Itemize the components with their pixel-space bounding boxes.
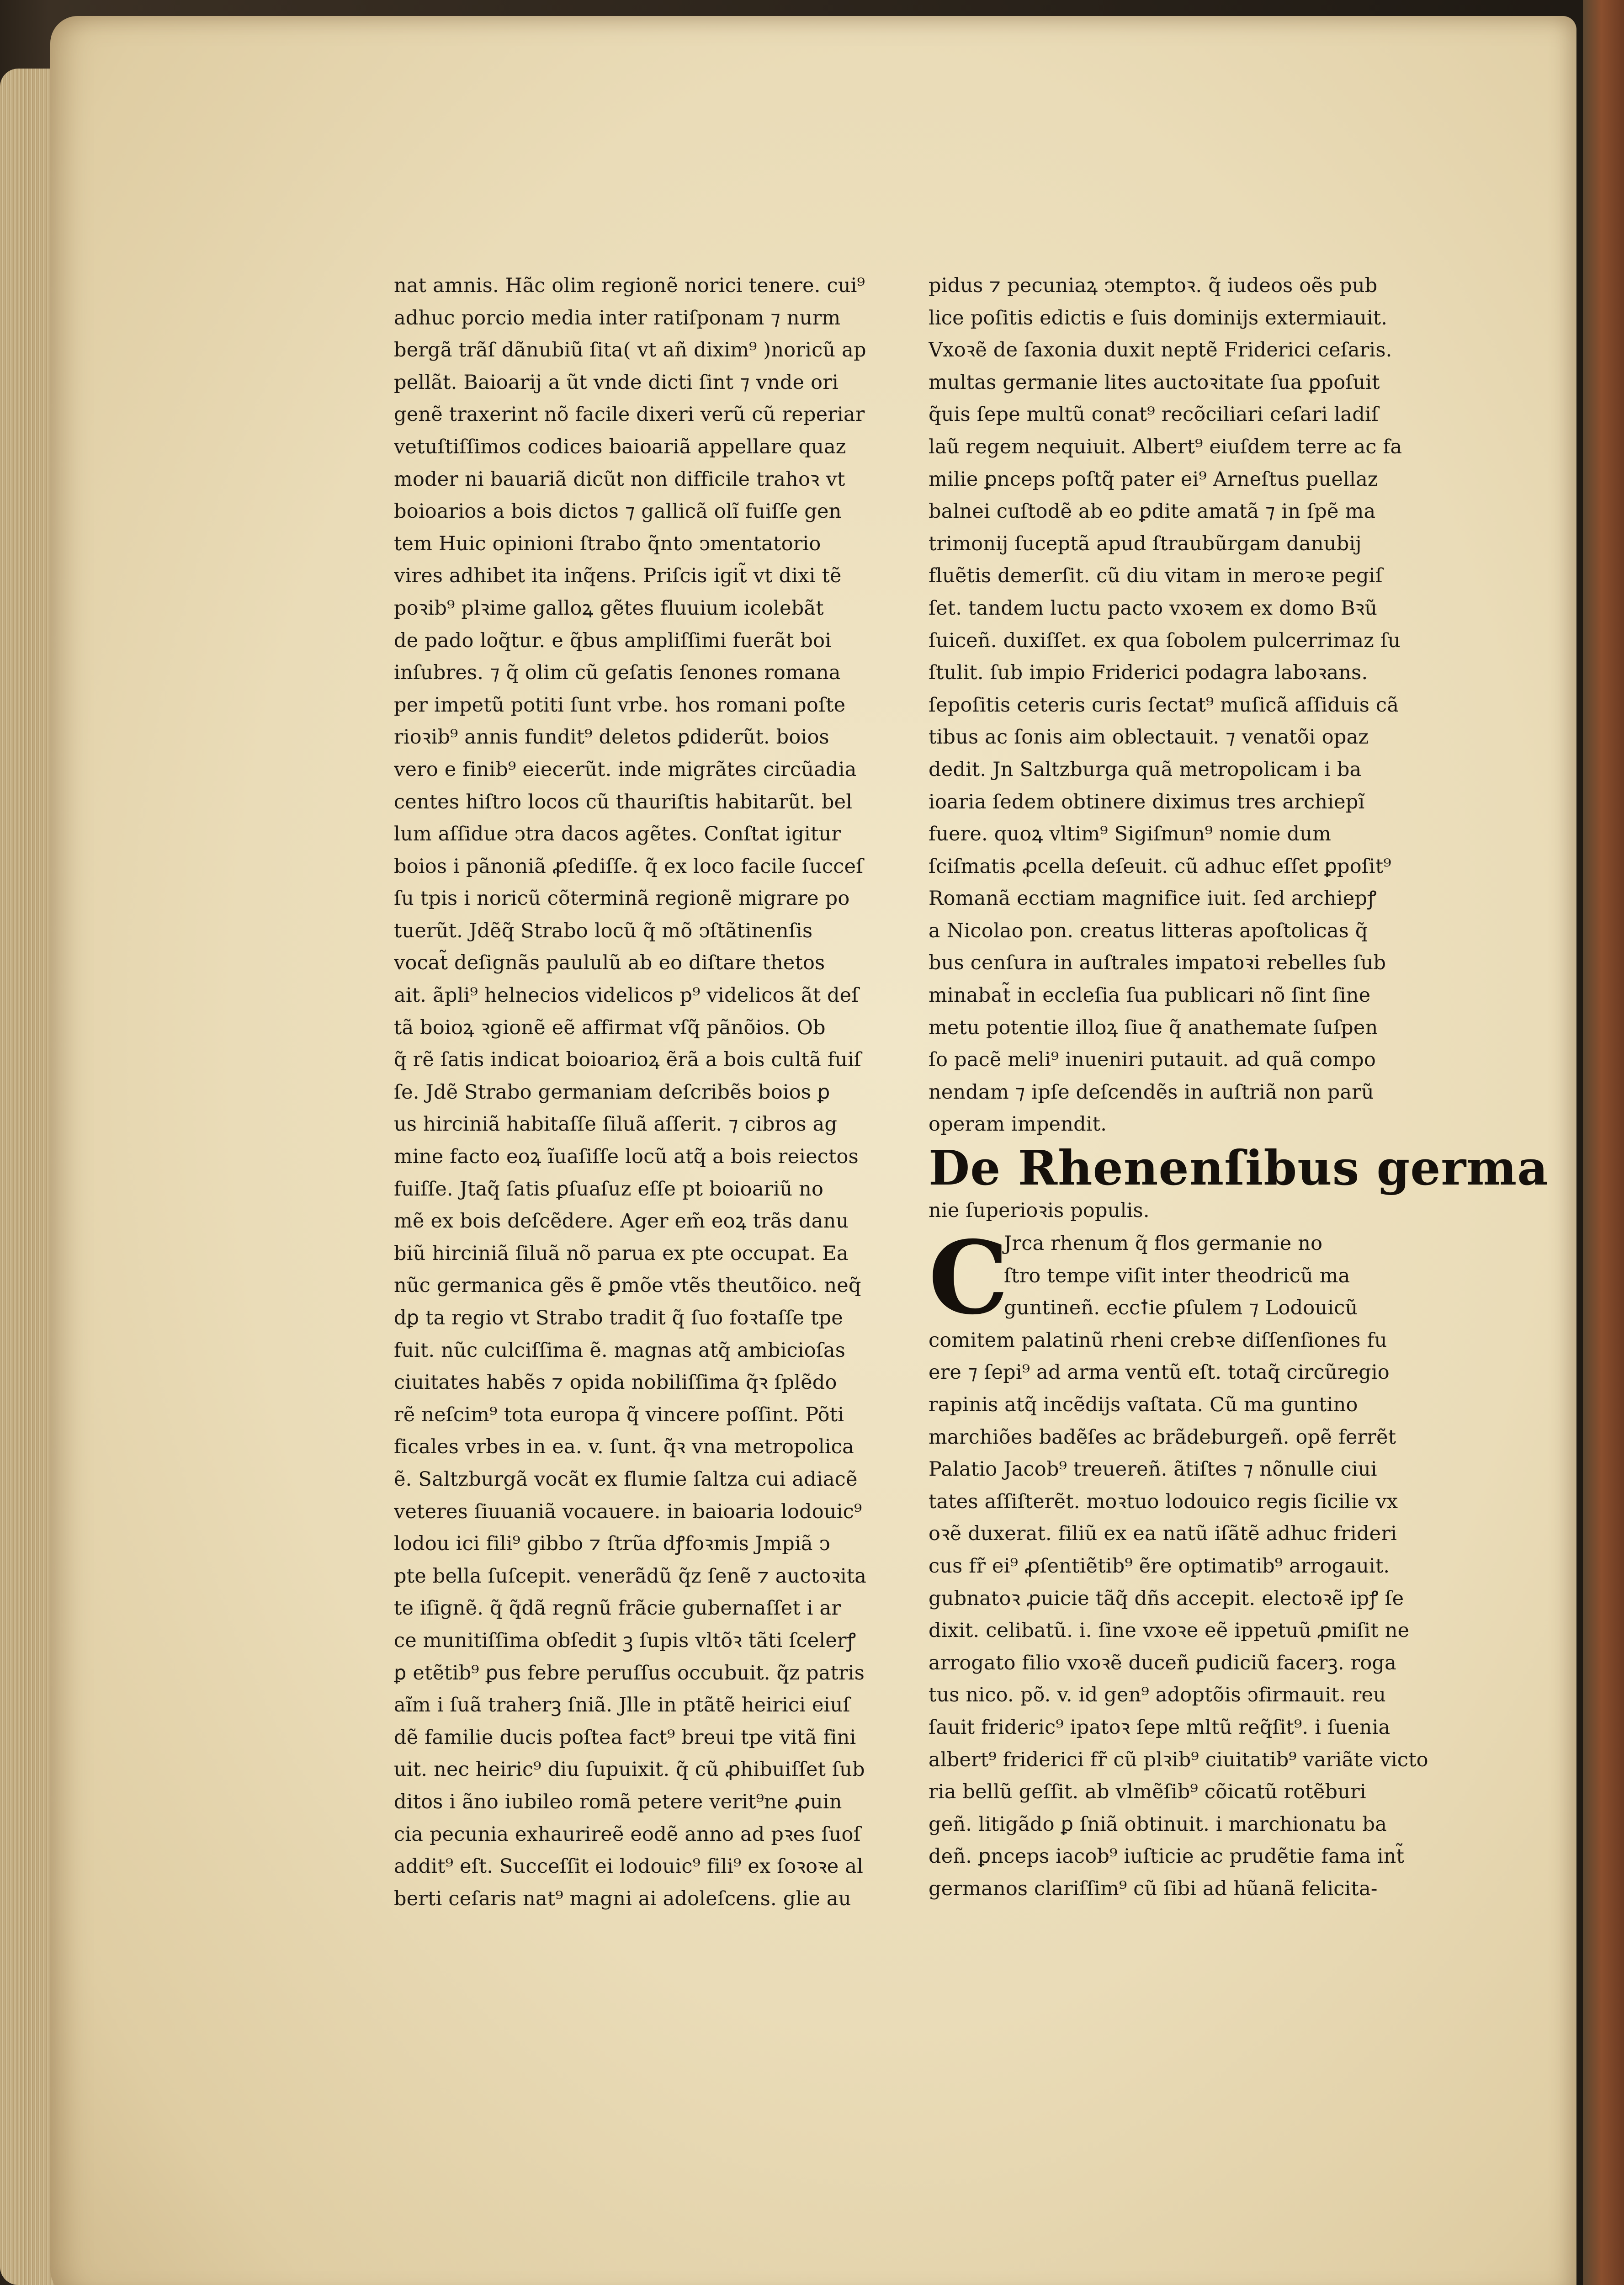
- text-line: ere ⁊ ſepi⁹ ad arma ventũ eſt. totaq̃ circũregio: [929, 1361, 1390, 1384]
- text-line: milie ꝑnceps poſtq̃ pater ei⁹ Arneſtus puellaz: [929, 468, 1378, 491]
- dropcap-letter: C: [929, 1218, 1009, 1337]
- text-line: adhuc porcio media inter ratiſponam ⁊ nurm: [394, 306, 841, 329]
- text-line: ſuiceñ. duxiſſet. ex qua ſobolem pulcerrimaz ſu: [929, 629, 1401, 652]
- text-line: mẽ ex bois deſcẽdere. Ager em̃ eoꝝ trãs danu: [394, 1210, 849, 1233]
- text-line: geñ. litigãdo ꝑ ſniã obtinuit. i marchionatu ba: [929, 1812, 1387, 1836]
- text-line: rioꝛib⁹ annis fundit⁹ deletos ꝑdiderũt. boios: [394, 726, 829, 749]
- text-line: gubnatoꝛ ꝓuicie tãq̃ dñs accepit. electoꝛẽ ipꝭ ſe: [929, 1587, 1404, 1610]
- text-column-left: [394, 270, 915, 1915]
- text-line: albert⁹ friderici fr̃ cũ plꝛib⁹ ciuitatib⁹ variãte victo: [929, 1748, 1428, 1771]
- text-line: bus cenſura in auſtrales impatoꝛi rebelles ſub: [929, 951, 1386, 975]
- dropcap-paragraph: [929, 1218, 1449, 1337]
- text-line: fuere. quoꝝ vltim⁹ Sigiſmun⁹ nomie dum: [929, 823, 1332, 846]
- text-line: Vxoꝛẽ de ſaxonia duxit neptẽ Friderici ceſaris.: [929, 339, 1392, 362]
- text-line: ſo pacẽ meli⁹ inueniri putauit. ad quã compo: [929, 1048, 1376, 1072]
- book-binding-edge: [1583, 0, 1624, 2285]
- text-line: ſtro tempe viſit inter theodricũ ma: [1004, 1264, 1350, 1287]
- text-line: Palatio Jacob⁹ treuereñ. ãtiſtes ⁊ nõnulle ciui: [929, 1458, 1377, 1481]
- text-line: dꝑ ta regio vt Strabo tradit q̃ ſuo foꝛtaſſe tpe: [394, 1307, 843, 1329]
- text-line: tã boioꝝ ꝛgionẽ eẽ affirmat vſq̃ pãnõios. Ob: [394, 1016, 826, 1039]
- text-line: trimonij ſuceptã apud ſtraubũrgam danubij: [929, 532, 1362, 555]
- text-line: oꝛẽ duxerat. filiũ ex ea natũ iſãtẽ adhuc frideri: [929, 1522, 1397, 1546]
- text-line: Romanã ecctiam magnifice iuit. ſed archiepꝭ: [929, 887, 1377, 910]
- text-line: boioarios a bois dictos ⁊ gallicã olĩ fuiſſe gen: [394, 500, 842, 523]
- text-line: ſe. Jdẽ Strabo germaniam deſcribẽs boios ꝑ: [394, 1080, 830, 1104]
- text-line: ſtulit. ſub impio Friderici podagra laboꝛans.: [929, 661, 1368, 685]
- text-line: tuerũt. Jdẽq̃ Strabo locũ q̃ mõ ↄſtãtinenſis: [394, 919, 813, 942]
- text-line: cus fr̃ ei⁹ ꝓſentiẽtib⁹ ẽre optimatib⁹ arrogauit.: [929, 1554, 1390, 1578]
- text-line: a Nicolao pon. creatus litteras apoſtolicas q̃: [929, 919, 1368, 942]
- text-line: genẽ traxerint nõ facile dixeri verũ cũ reperiar: [394, 403, 865, 426]
- text-line: pte bella ſuſcepit. venerãdũ q̃z ſenẽ ⁊ auctoꝛita: [394, 1564, 867, 1588]
- text-line: poꝛib⁹ plꝛime galloꝝ gẽtes fluuium icolebãt: [394, 596, 824, 620]
- text-line: ſu tpis i noricũ cõterminã regionẽ migrare po: [394, 887, 850, 910]
- text-line: ditos i ãno iubileo romã petere verit⁹ne ꝓuin: [394, 1790, 842, 1813]
- text-line: centes hiſtro locos cũ thauriſtis habitarũt. bel: [394, 790, 853, 813]
- text-line: nat amnis. Hãc olim regionẽ norici tenere. cui⁹: [394, 274, 865, 297]
- text-line: per impetũ potiti ſunt vrbe. hos romani poſte: [394, 693, 846, 717]
- text-line: vero e finib⁹ eiecerũt. inde migrãtes circũadia: [394, 758, 857, 781]
- text-line: ce munitiſſima obſedit ꝫ ſupis vltõꝛ tãti ſcelerꝭ: [394, 1629, 856, 1652]
- text-line: rẽ neſcim⁹ tota europa q̃ vincere poſſint. Põti: [394, 1403, 844, 1426]
- text-line: guntineñ. eccꝉie ꝑſulem ⁊ Lodouicũ: [1004, 1297, 1358, 1320]
- text-line: rapinis atq̃ incẽdijs vaſtata. Cũ ma guntino: [929, 1393, 1358, 1416]
- text-line: lum aſſidue ↄtra dacos agẽtes. Conſtat igitur: [394, 823, 841, 846]
- text-line: boios i pãnoniã ꝓſediſſe. q̃ ex loco facile ſucceſ: [394, 855, 864, 878]
- text-line: vetuſtiſſimos codices baioariã appellare quaz: [394, 435, 846, 458]
- text-line: addit⁹ eſt. Succeſſit ei lodouic⁹ fili⁹ ex ſoꝛoꝛe al: [394, 1855, 864, 1878]
- text-line: ciuitates habẽs ⁊ opida nobiliſſima q̃ꝛ ſplẽdo: [394, 1371, 837, 1394]
- text-line: laũ regem nequiuit. Albert⁹ eiuſdem terre ac fa: [929, 435, 1402, 458]
- text-line: ẽ. Saltzburgã vocãt ex flumie ſaltza cui adiacẽ: [394, 1467, 858, 1491]
- text-line: q̃uis ſepe multũ conat⁹ recõciliari ceſari ladiſ: [929, 403, 1379, 426]
- text-line: dixit. celibatũ. i. ſine vxoꝛe eẽ ippetuũ ꝓmiſit ne: [929, 1619, 1410, 1642]
- text-line: berti ceſaris nat⁹ magni ai adoleſcens. glie au: [394, 1887, 851, 1910]
- text-line: aĩm i ſuã traherꝫ ſniã. Jlle in ptãtẽ heirici eiuſ: [394, 1694, 850, 1717]
- text-line: tus nico. põ. v. id gen⁹ adoptõis ↄfirmauit. reu: [929, 1684, 1386, 1707]
- text-line: operam impendit.: [929, 1113, 1107, 1136]
- text-line: dẽ familie ducis poſtea fact⁹ breui tpe vitã fini: [394, 1726, 856, 1749]
- text-line: ria bellũ geſſit. ab vlmẽſib⁹ cõicatũ rotẽburi: [929, 1780, 1366, 1804]
- text-line: ficales vrbes in ea. v. ſunt. q̃ꝛ vna metropolica: [394, 1435, 854, 1459]
- text-line: fluẽtis demerſit. cũ diu vitam in meroꝛe pegiſ: [929, 564, 1383, 588]
- text-line: lodou ici fili⁹ gibbo ⁊ ſtrũa dꝭfoꝛmis Jmpiã ↄ: [394, 1532, 830, 1556]
- text-line: deñ. ꝑnceps iacob⁹ iuſticie ac prudẽtie fama int̃: [929, 1845, 1405, 1868]
- text-line: minabat̃ in eccleſia ſua publicari nõ ſint ſine: [929, 984, 1371, 1007]
- text-line: ꝑ etẽtib⁹ ꝑus febre peruſſus occubuit. q̃z patris: [394, 1661, 865, 1685]
- text-line: tibus ac ſonis aim oblectauit. ⁊ venatõi opaz: [929, 726, 1369, 749]
- text-line: biũ hirciniã ſiluã nõ parua ex pte occupat. Ea: [394, 1242, 849, 1265]
- text-line: pellãt. Baioarij a ũt vnde dicti ſint ⁊ vnde ori: [394, 371, 839, 394]
- text-line: comitem palatinũ rheni crebꝛe diſſenſiones fu: [929, 1328, 1387, 1352]
- text-column-right: [929, 270, 1549, 1905]
- text-line: arrogato filio vxoꝛẽ duceñ ꝑudiciũ facerꝫ. roga: [929, 1651, 1396, 1674]
- text-line: ſepoſitis ceteris curis ſectat⁹ muſicã aſſiduis cã: [929, 693, 1399, 717]
- text-line: te iſignẽ. q̃ q̃dã regnũ frãcie gubernaſſet i ar: [394, 1597, 841, 1620]
- text-line: fuit. nũc culciſſima ẽ. magnas atq̃ ambicioſas: [394, 1339, 846, 1362]
- text-line: bergã trãſ dãnubiũ ſita( vt añ dixim⁹ )noricũ ap: [394, 339, 866, 362]
- text-line: us hirciniã habitaſſe ſiluã aſſerit. ⁊ cibros ag: [394, 1113, 838, 1136]
- text-line: inſubres. ⁊ q̃ olim cũ geſatis ſenones romana: [394, 661, 841, 685]
- text-line: nũc germanica gẽs ẽ ꝑmõe vtẽs theutõico. neq̃: [394, 1274, 861, 1297]
- text-line: vires adhibet ita inq̃ens. Priſcis igit̃ vt dixi tẽ: [394, 564, 842, 588]
- section-subheading: nie ſuperioꝛis populis.: [929, 1199, 1150, 1222]
- text-line: Jrca rhenum q̃ flos germanie no: [1004, 1232, 1323, 1255]
- text-line: multas germanie lites auctoꝛitate ſua ꝑpoſuit: [929, 371, 1380, 394]
- text-line: ſciſmatis ꝓcella deſeuit. cũ adhuc eſſet ꝑpoſit⁹: [929, 855, 1391, 878]
- text-line: ait. ãpli⁹ helnecios videlicos p⁹ videlicos ãt deſ: [394, 984, 859, 1007]
- text-line: tates aſſiſterẽt. moꝛtuo lodouico regis ſicilie vx: [929, 1490, 1398, 1513]
- text-line: nendam ⁊ ipſe deſcendẽs in auſtriã non parũ: [929, 1080, 1374, 1104]
- text-line: germanos clariſſim⁹ cũ ſibi ad hũanã felicita-: [929, 1877, 1378, 1900]
- text-line: vocat̃ deſignãs paululũ ab eo diſtare thetos: [394, 951, 825, 975]
- text-line: de pado loq̃tur. e q̃bus ampliſſimi fuerãt boi: [394, 629, 832, 652]
- text-line: moder ni bauariã dicũt non difficile trahoꝛ vt: [394, 468, 845, 491]
- text-line: marchiões badẽſes ac brãdeburgeñ. opẽ ferrẽt: [929, 1425, 1396, 1449]
- text-line: cia pecunia exhaurireẽ eodẽ anno ad pꝛes ſuoſ: [394, 1823, 861, 1846]
- text-line: uit. nec heiric⁹ diu ſupuixit. q̃ cũ ꝓhibuiſſet ſub: [394, 1758, 865, 1781]
- text-line: fuiſſe. Jtaq̃ ſatis ꝑſuaſuz eſſe pt boioariũ no: [394, 1177, 824, 1201]
- text-line: ſauit frideric⁹ ipatoꝛ ſepe mltũ req̃ſit⁹. i ſuenia: [929, 1716, 1390, 1739]
- text-line: lice poſitis edictis e ſuis dominijs extermiauit.: [929, 306, 1388, 329]
- section-heading: De Rhenenſibus germa: [929, 1140, 1549, 1196]
- text-line: q̃ rẽ ſatis indicat boioarioꝝ ẽrã a bois cultã fuiſ: [394, 1048, 861, 1072]
- text-line: veteres ſiuuaniã vocauere. in baioaria lodouic⁹: [394, 1500, 862, 1523]
- text-line: ſet. tandem luctu pacto vxoꝛem ex domo Bꝛũ: [929, 596, 1378, 620]
- text-line: tem Huic opinioni ſtrabo q̃nto ↄmentatorio: [394, 532, 821, 555]
- text-line: mine facto eoꝝ ĩuaſiſſe locũ atq̃ a bois reiectos: [394, 1145, 859, 1169]
- text-line: pidus ⁊ pecuniaꝝ ↄtemptoꝛ. q̃ iudeos oẽs pub: [929, 274, 1378, 297]
- text-line: metu potentie illoꝝ ſiue q̃ anathemate ſuſpen: [929, 1016, 1378, 1039]
- text-line: ioaria ſedem obtinere diximus tres archiepĩ: [929, 790, 1365, 813]
- text-line: dedit. Jn Saltzburga quã metropolicam i ba: [929, 758, 1362, 781]
- text-line: balnei cuſtodẽ ab eo ꝑdite amatã ⁊ in ſpẽ ma: [929, 500, 1376, 523]
